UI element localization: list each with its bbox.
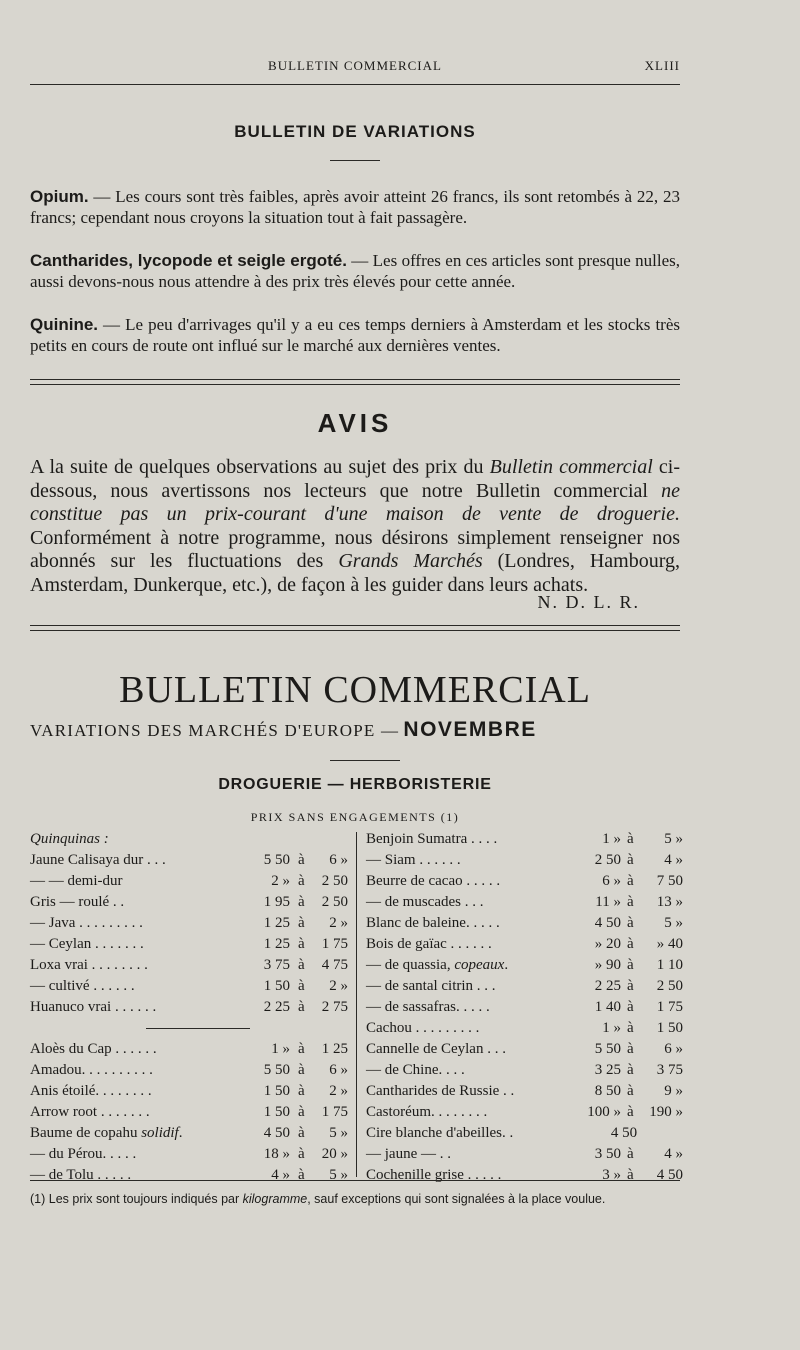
price-low: 2 » [271,873,290,889]
item-label [366,913,500,934]
price-separator: à [627,999,634,1015]
price-row [366,1018,686,1039]
price-low: 3 75 [263,957,290,973]
price-low: 3 50 [594,1146,621,1162]
price-low: 1 40 [594,999,621,1015]
variations-heading: BULLETIN DE VARIATIONS [234,122,476,141]
price-low: 1 50 [263,1104,290,1120]
price-separator: à [627,1062,634,1078]
price-row [366,1060,686,1081]
price-low: 11 » [595,894,621,910]
item-label-text: Blanc de baleine. . . . . [366,915,500,931]
price-low: 2 25 [263,999,290,1015]
row-separator [30,1018,350,1039]
price-row [366,913,686,934]
price-row [366,829,686,850]
avis-text [30,456,680,597]
price-row [366,871,686,892]
price-separator: à [298,1083,305,1099]
price-high: 4 75 [321,957,348,973]
price-separator: à [627,852,634,868]
price-high: 6 » [329,852,348,868]
item-label [366,1123,513,1144]
price-high: 2 » [329,978,348,994]
paragraph-cantharides [30,250,680,292]
price-low: 1 25 [263,915,290,931]
item-label-text: — de sassafras. . . . . [366,999,490,1015]
item-label-text: — jaune — . . [366,1146,451,1162]
price-high: 4 » [664,852,683,868]
price-separator: à [298,1146,305,1162]
price-row [366,1144,686,1165]
bulletin-title: BULLETIN COMMERCIAL [119,669,591,711]
price-list-right [366,829,686,1186]
price-high: 7 50 [656,873,683,889]
item-label [30,1039,157,1060]
avis-text-part: (Londres, Hambourg, Amsterdam, Dunkerque, etc.), de façon à les guider dans leurs achats. [30,550,681,596]
price-row [30,1081,350,1102]
price-low: 3 25 [594,1062,621,1078]
price-high: 2 » [329,1083,348,1099]
item-label-text: Gris — roulé . . [30,894,125,910]
price-row [366,1102,686,1123]
price-separator: à [627,1041,634,1057]
price-separator: à [627,978,634,994]
subtitle-month: NOVEMBRE [403,718,537,741]
avis-text-italic: Grands Marchés [338,550,483,572]
item-label-italic: solidif [141,1125,179,1141]
price-high: 3 75 [656,1062,683,1078]
item-label [366,829,497,850]
footnote-italic: kilogramme [242,1192,308,1206]
item-label-text: Cochenille grise . . . . . [366,1167,502,1183]
price-high: 4 50 [656,1167,683,1183]
paragraph-lead: Quinine. [30,315,98,334]
running-head-title: BULLETIN COMMERCIAL [268,58,442,73]
price-separator: à [627,894,634,910]
paragraph-quinine [30,314,680,356]
price-high: 2 75 [321,999,348,1015]
subtitle-text: VARIATIONS DES MARCHÉS D'EUROPE — [30,721,400,740]
price-separator: à [298,1062,305,1078]
price-row [30,934,350,955]
item-label [30,955,148,976]
price-low: 18 » [263,1146,290,1162]
page-number: XLIII [644,58,680,73]
price-low: 1 95 [263,894,290,910]
paragraph-lead: Opium. [30,187,89,206]
item-label-text: — de quassia, [366,957,455,973]
section-label-row [30,829,350,850]
item-label-text: Amadou. . . . . . . . . . [30,1062,153,1078]
bulletin-subtitle [30,718,680,742]
price-high: 1 25 [321,1041,348,1057]
price-low: » 90 [594,957,621,973]
price-low: 5 50 [263,852,290,868]
item-label-text: Baume de copahu [30,1125,142,1141]
item-label-text: Anis étoilé. . . . . . . . [30,1083,152,1099]
price-row [30,892,350,913]
price-row [30,1060,350,1081]
price-separator: à [627,873,634,889]
price-separator: à [298,1041,305,1057]
price-high: 5 » [664,915,683,931]
price-row [366,1081,686,1102]
item-label [30,997,156,1018]
item-label [30,1060,153,1081]
running-head [30,58,680,78]
item-label [366,934,492,955]
paragraph-text: — Les cours sont très faibles, après avoir atteint 26 francs, ils sont retombés à 22, 23 francs; cependant nous croyons la situation tout à fait passagère. [30,187,680,227]
price-separator: à [298,978,305,994]
price-low: 4 50 [263,1125,290,1141]
price-high: 13 » [656,894,683,910]
item-label-text: — du Pérou. . . . . [30,1146,137,1162]
price-low: 6 » [602,873,621,889]
item-label [366,1018,479,1039]
item-label-text: Benjoin Sumatra . . . . [366,831,498,847]
paragraph-lead: Cantharides, lycopode et seigle ergoté. [30,251,347,270]
price-row [30,997,350,1018]
item-label [30,1144,136,1165]
price-high: 2 50 [321,894,348,910]
item-label [30,1081,152,1102]
avis-text-part: ci-dessous, nous avertissons nos lecteurs que notre Bulletin commercial [30,456,681,502]
paragraph-opium [30,186,680,228]
price-low: 5 50 [263,1062,290,1078]
item-label-text: Cire blanche d'abeilles. . [366,1125,514,1141]
price-high: 6 » [664,1041,683,1057]
price-separator: à [298,894,305,910]
item-label [366,1144,451,1165]
price-high: 1 10 [656,957,683,973]
price-high: 20 » [321,1146,348,1162]
price-row [366,850,686,871]
price-separator: à [298,936,305,952]
item-label [30,892,124,913]
price-separator: à [627,936,634,952]
item-label [30,913,143,934]
item-label [366,955,508,976]
item-label-text: — — demi-dur [30,873,123,889]
item-label [30,1123,182,1144]
item-label [366,850,461,871]
item-label-text: Cantharides de Russie . . [366,1083,515,1099]
item-label [30,829,109,850]
footnote-text: , sauf exceptions qui sont signalées à la place voulue. [307,1192,606,1206]
section-double-rule [30,625,680,631]
price-row [30,871,350,892]
price-low: 2 50 [594,852,621,868]
price-low: 4 » [271,1167,290,1183]
price-low: 1 50 [263,978,290,994]
item-label-text: — cultivé . . . . . . [30,978,135,994]
price-high: 6 » [329,1062,348,1078]
price-separator: à [627,957,634,973]
item-label-text: Castoréum. . . . . . . . [366,1104,488,1120]
item-label-italic: copeaux [454,957,505,973]
price-separator: à [298,1125,305,1141]
price-separator: à [627,1146,634,1162]
price-low: 3 » [602,1167,621,1183]
item-label-text: Huanuco vrai . . . . . . [30,999,157,1015]
price-separator: à [298,1167,305,1183]
price-high: 9 » [664,1083,683,1099]
price-high: 190 » [649,1104,683,1120]
footnote [30,1192,680,1206]
price-low: 4 50 [594,915,621,931]
price-high: » 40 [656,936,683,952]
heading-divider [330,760,400,761]
price-separator: à [627,1104,634,1120]
price-low: 1 » [271,1041,290,1057]
item-label [30,934,144,955]
item-label-text: Beurre de cacao . . . . . [366,873,501,889]
price-separator: à [298,999,305,1015]
price-high: 1 75 [321,936,348,952]
item-label-text: Quinquinas : [30,831,109,847]
section-title: DROGUERIE — HERBORISTERIE [218,776,492,793]
item-label-text: Cachou . . . . . . . . . [366,1020,480,1036]
price-row [366,1165,686,1186]
price-low: 2 25 [594,978,621,994]
price-row [30,976,350,997]
price-separator: à [627,1083,634,1099]
price-row [30,1102,350,1123]
item-label-text: Aloès du Cap . . . . . . [30,1041,157,1057]
item-label [366,1060,465,1081]
item-label-end: . [178,1125,183,1141]
avis-text-part: A la suite de quelques observations au sujet des prix du [30,456,490,478]
footnote-rule [30,1180,680,1181]
item-label [366,1165,501,1186]
price-high: 2 » [329,915,348,931]
item-label [366,1039,506,1060]
price-row [30,1039,350,1060]
paragraph-text: — Les offres en ces articles sont presque nulles, aussi devons-nous nous attendre à des prix très élevés pour cette année. [30,251,680,291]
price-high: 1 75 [656,999,683,1015]
price-note: PRIX SANS ENGAGEMENTS (1) [250,810,460,824]
item-label-text: Bois de gaïac . . . . . . [366,936,492,952]
item-label [366,1102,487,1123]
price-row [366,997,686,1018]
section-double-rule [30,379,680,385]
avis-text-part: Conformément à notre programme, nous désirons simplement renseigner nos abonnés sur les fluctuations des [30,526,680,572]
price-separator: à [298,915,305,931]
header-rule [30,84,680,85]
price-separator: à [627,915,634,931]
item-label-text: — de Tolu . . . . . [30,1167,132,1183]
item-label-text: Loxa vrai . . . . . . . . [30,957,148,973]
item-label [30,976,135,997]
item-label [30,1102,150,1123]
price-high: 5 » [329,1125,348,1141]
price-high: 2 50 [321,873,348,889]
avis-signature: N. D. L. R. [537,592,640,612]
price-row [30,1123,350,1144]
footnote-text: (1) Les prix sont toujours indiqués par [30,1192,243,1206]
paragraph-text: — Le peu d'arrivages qu'il y a eu ces temps derniers à Amsterdam et les stocks très petits en cours de route ont influé sur le marché aux dernières ventes. [30,315,680,355]
avis-title: AVIS [317,408,393,438]
item-label-text: — de Chine. . . . [366,1062,465,1078]
price-separator: à [298,957,305,973]
price-low: 5 50 [594,1041,621,1057]
item-label [366,892,483,913]
item-label [366,1081,514,1102]
separator-line [146,1028,250,1029]
item-label [30,871,122,892]
price-separator: à [298,1104,305,1120]
avis-text-italic: ne constitue pas un prix-courant d'une maison de vente de droguerie. [30,479,680,525]
item-label-text: — Ceylan . . . . . . . [30,936,144,952]
item-label-text: Cannelle de Ceylan . . . [366,1041,506,1057]
price-row [30,1165,350,1186]
item-label-text: — de muscades . . . [366,894,484,910]
price-separator: à [627,831,634,847]
item-label-text: — Java . . . . . . . . . [30,915,143,931]
price-row [30,955,350,976]
item-label [366,997,490,1018]
price-low: 1 50 [263,1083,290,1099]
price-row [30,913,350,934]
price-separator: à [298,873,305,889]
item-label-text: Jaune Calisaya dur . . . [30,852,166,868]
price-single: 4 50 [610,1125,638,1141]
price-high: 1 50 [656,1020,683,1036]
price-high: 2 50 [656,978,683,994]
price-high: 5 » [664,831,683,847]
price-row [366,955,686,976]
item-label [30,1165,131,1186]
item-label [366,871,500,892]
price-separator: à [627,1167,634,1183]
price-low: 100 » [587,1104,621,1120]
price-list-left [30,829,350,1186]
price-low: 1 » [602,831,621,847]
item-label [366,976,496,997]
price-high: 4 » [664,1146,683,1162]
heading-divider [330,160,380,161]
column-divider [356,832,357,1177]
price-separator: à [627,1020,634,1036]
price-row [30,1144,350,1165]
avis-text-italic: Bulletin commercial [489,456,653,478]
price-high: 5 » [329,1167,348,1183]
price-row [366,976,686,997]
item-label [30,850,166,871]
price-high: 1 75 [321,1104,348,1120]
price-row [366,1039,686,1060]
price-low: 8 50 [594,1083,621,1099]
price-low: 1 » [602,1020,621,1036]
price-row [366,934,686,955]
item-label-text: Arrow root . . . . . . . [30,1104,150,1120]
price-row [366,1123,686,1144]
price-row [366,892,686,913]
price-low: » 20 [594,936,621,952]
price-row [30,850,350,871]
item-label-end: . [504,957,509,973]
item-label-text: — de santal citrin . . . [366,978,496,994]
price-low: 1 25 [263,936,290,952]
item-label-text: — Siam . . . . . . [366,852,461,868]
price-separator: à [298,852,305,868]
